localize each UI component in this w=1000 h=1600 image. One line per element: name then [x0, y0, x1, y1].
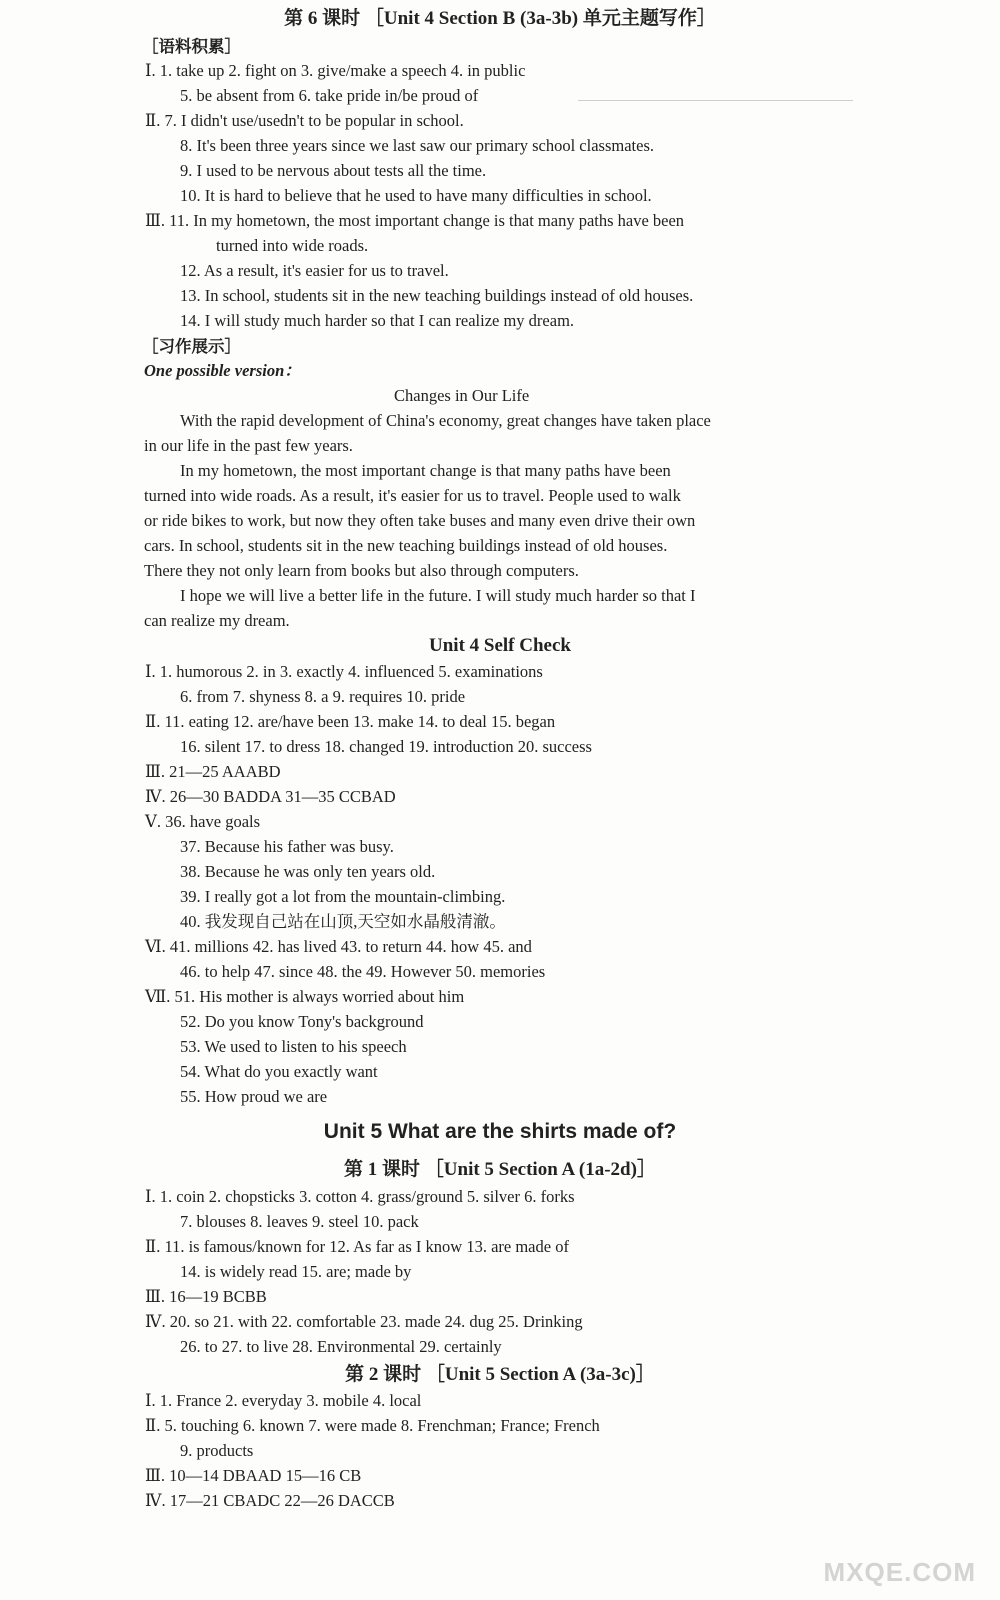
answer-line: 14. I will study much harder so that I can realize my dream.	[180, 311, 575, 330]
answer-line: 6. from 7. shyness 8. a 9. requires 10. pride	[180, 687, 466, 706]
section-label-writing: ［习作展示］	[142, 337, 241, 356]
answer-line: 10. It is hard to believe that he used to have many difficulties in school.	[180, 186, 652, 205]
lesson-heading: 第 2 课时 ［Unit 5 Section A (3a-3c)］	[345, 1364, 655, 1385]
answer-line: 16. silent 17. to dress 18. changed 19. introduction 20. success	[180, 737, 592, 756]
essay-line: turned into wide roads. As a result, it's easier for us to travel. People used to walk	[144, 486, 681, 505]
answer-line: 5. be absent from 6. take pride in/be proud of	[180, 86, 479, 105]
answer-line: 38. Because he was only ten years old.	[180, 862, 436, 881]
answer-line: turned into wide roads.	[216, 236, 369, 255]
answer-line: Ⅱ. 5. touching 6. known 7. were made 8. Frenchman; France; French	[145, 1416, 600, 1435]
answer-line: Ⅲ. 21—25 AAABD	[145, 762, 281, 781]
answer-line: Ⅶ. 51. His mother is always worried about him	[145, 987, 465, 1006]
answer-line: Ⅰ. 1. coin 2. chopsticks 3. cotton 4. grass/ground 5. silver 6. forks	[145, 1187, 575, 1206]
answer-line: Ⅲ. 16—19 BCBB	[145, 1287, 267, 1306]
essay-line: in our life in the past few years.	[144, 436, 353, 455]
essay-line: With the rapid development of China's economy, great changes have taken place	[180, 411, 711, 430]
answer-line: 55. How proud we are	[180, 1087, 328, 1106]
answer-line: 12. As a result, it's easier for us to travel.	[180, 261, 449, 280]
answer-line: 9. products	[180, 1441, 254, 1460]
answer-line: Ⅰ. 1. take up 2. fight on 3. give/make a speech 4. in public	[145, 61, 526, 80]
lesson-heading: 第 6 课时 ［Unit 4 Section B (3a-3b) 单元主题写作］	[284, 8, 716, 29]
answer-line: 26. to 27. to live 28. Environmental 29. certainly	[180, 1337, 502, 1356]
answer-line: Ⅳ. 20. so 21. with 22. comfortable 23. made 24. dug 25. Drinking	[145, 1312, 583, 1331]
answer-line: Ⅳ. 17—21 CBADC 22—26 DACCB	[145, 1491, 395, 1510]
answer-line: Ⅵ. 41. millions 42. has lived 43. to return 44. how 45. and	[145, 937, 532, 956]
essay-line: In my hometown, the most important change is that many paths have been	[180, 461, 671, 480]
essay-line: I hope we will live a better life in the future. I will study much harder so that I	[180, 586, 696, 605]
answer-line: 39. I really got a lot from the mountain-climbing.	[180, 887, 506, 906]
answer-line: 40. 我发现自己站在山顶,天空如水晶般清澈。	[180, 912, 506, 931]
answer-line: Ⅰ. 1. France 2. everyday 3. mobile 4. local	[145, 1391, 422, 1410]
version-label: One possible version：	[144, 361, 301, 380]
answer-line: 8. It's been three years since we last saw our primary school classmates.	[180, 136, 654, 155]
answer-line: 52. Do you know Tony's background	[180, 1012, 424, 1031]
answer-line: Ⅴ. 36. have goals	[145, 812, 261, 831]
answer-line: Ⅱ. 7. I didn't use/usedn't to be popular in school.	[145, 111, 464, 130]
answer-line: Ⅱ. 11. is famous/known for 12. As far as I know 13. are made of	[145, 1237, 569, 1256]
essay-line: can realize my dream.	[144, 611, 290, 630]
essay-line: There they not only learn from books but also through computers.	[144, 561, 579, 580]
lesson-heading: 第 1 课时 ［Unit 5 Section A (1a-2d)］	[344, 1159, 656, 1180]
watermark: MXQE.COM	[823, 1557, 976, 1587]
answer-line: Ⅳ. 26—30 BADDA 31—35 CCBAD	[145, 787, 396, 806]
answer-line: Ⅱ. 11. eating 12. are/have been 13. make 14. to deal 15. began	[145, 712, 556, 731]
divider	[578, 100, 853, 101]
answer-line: 9. I used to be nervous about tests all the time.	[180, 161, 487, 180]
answer-line: 46. to help 47. since 48. the 49. However 50. memories	[180, 962, 546, 981]
answer-line: Ⅰ. 1. humorous 2. in 3. exactly 4. influenced 5. examinations	[145, 662, 543, 681]
answer-line: Ⅲ. 10—14 DBAAD 15—16 CB	[145, 1466, 362, 1485]
unit-title: Unit 5 What are the shirts made of?	[323, 1120, 677, 1143]
answer-line: 53. We used to listen to his speech	[180, 1037, 407, 1056]
answer-line: 13. In school, students sit in the new teaching buildings instead of old houses.	[180, 286, 694, 305]
essay-line: cars. In school, students sit in the new teaching buildings instead of old houses.	[144, 536, 668, 555]
section-label-vocab: ［语料积累］	[142, 37, 241, 56]
self-check-heading: Unit 4 Self Check	[429, 635, 571, 656]
answer-line: Ⅲ. 11. In my hometown, the most important change is that many paths have been	[145, 211, 685, 230]
answer-line: 14. is widely read 15. are; made by	[180, 1262, 412, 1281]
answer-line: 54. What do you exactly want	[180, 1062, 378, 1081]
essay-title: Changes in Our Life	[394, 386, 530, 405]
essay-line: or ride bikes to work, but now they often take buses and many even drive their own	[144, 511, 696, 530]
answer-line: 37. Because his father was busy.	[180, 837, 394, 856]
answer-line: 7. blouses 8. leaves 9. steel 10. pack	[180, 1212, 419, 1231]
